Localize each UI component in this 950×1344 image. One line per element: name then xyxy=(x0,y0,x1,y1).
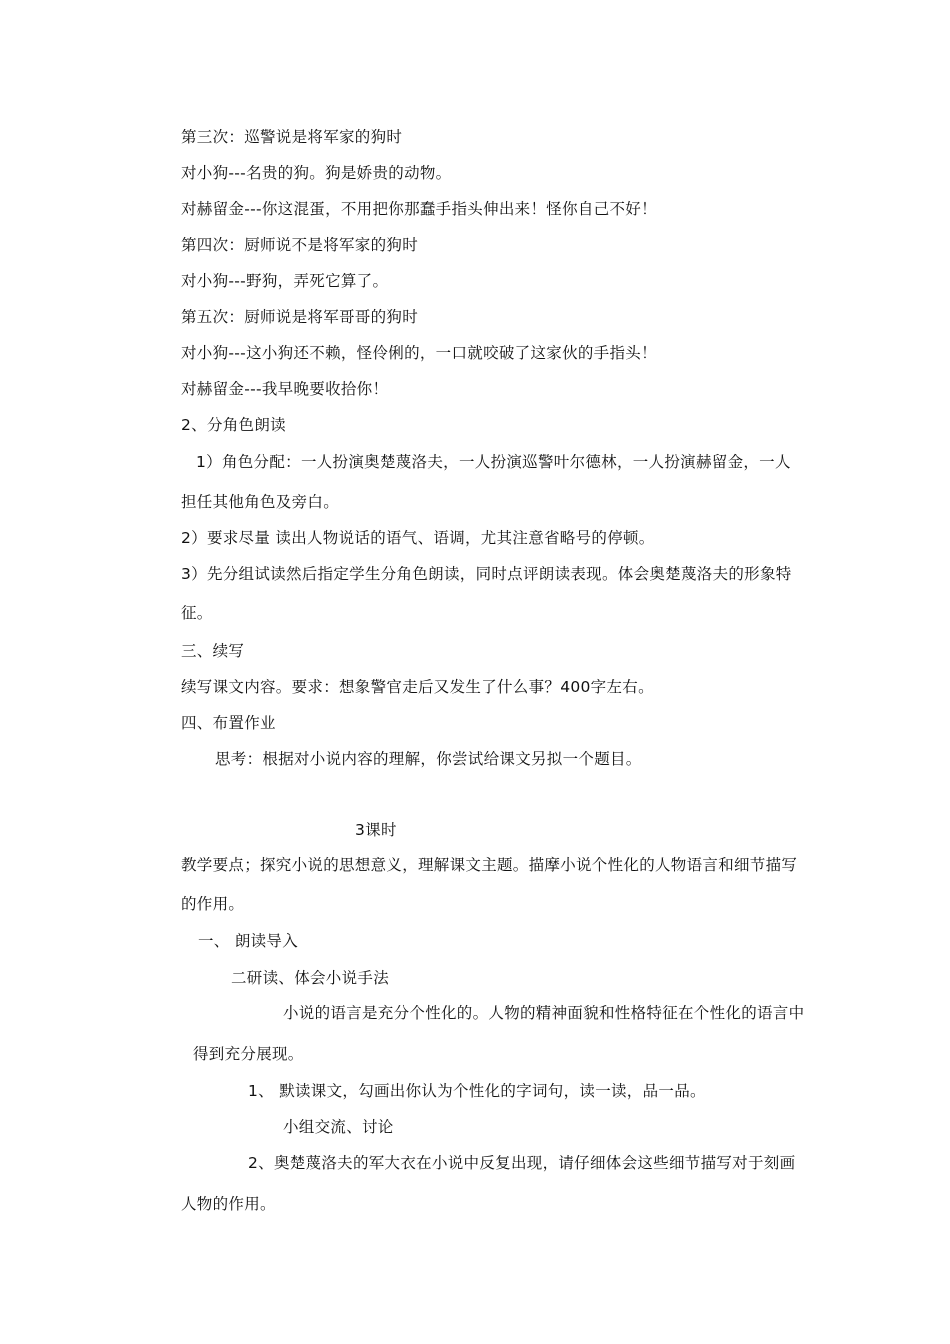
text-line: 小组交流、讨论 xyxy=(283,1118,394,1136)
text-line: 对小狗---名贵的狗。狗是娇贵的动物。 xyxy=(181,164,452,182)
text-line: 担任其他角色及旁白。 xyxy=(181,493,340,511)
lesson-title: 3课时 xyxy=(355,821,397,839)
text-line: 对赫留金---我早晚要收拾你！ xyxy=(181,380,389,398)
text-line: 1）角色分配：一人扮演奥楚蔑洛夫，一人扮演巡警叶尔德林，一人扮演赫留金，一人 xyxy=(196,453,791,471)
text-line: 第五次：厨师说是将军哥哥的狗时 xyxy=(181,308,419,326)
text-line: 对小狗---野狗，弄死它算了。 xyxy=(181,272,389,290)
section-heading: 三、续写 xyxy=(181,642,245,660)
text-line: 2、奥楚蔑洛夫的军大衣在小说中反复出现，请仔细体会这些细节描写对于刻画 xyxy=(248,1154,796,1172)
section-heading: 一、 朗读导入 xyxy=(198,932,299,950)
text-line: 第三次：巡警说是将军家的狗时 xyxy=(181,128,403,146)
text-line: 2）要求尽量 读出人物说话的语气、语调，尤其注意省略号的停顿。 xyxy=(181,529,655,547)
text-line: 第四次：厨师说不是将军家的狗时 xyxy=(181,236,419,254)
text-line: 1、 默读课文，勾画出你认为个性化的字词句，读一读，品一品。 xyxy=(248,1082,706,1100)
text-line: 对小狗---这小狗还不赖，怪伶俐的，一口就咬破了这家伙的手指头！ xyxy=(181,344,657,362)
text-line: 对赫留金---你这混蛋，不用把你那蠢手指头伸出来！怪你自己不好！ xyxy=(181,200,657,218)
text-line: 续写课文内容。要求：想象警官走后又发生了什么事？400字左右。 xyxy=(181,678,654,696)
text-line: 教学要点；探究小说的思想意义，理解课文主题。描摩小说个性化的人物语言和细节描写 xyxy=(181,856,798,874)
section-heading: 二研读、体会小说手法 xyxy=(231,969,390,987)
text-line: 的作用。 xyxy=(181,895,245,913)
text-line: 3）先分组试读然后指定学生分角色朗读，同时点评朗读表现。体会奥楚蔑洛夫的形象特 xyxy=(181,565,792,583)
text-line: 思考：根据对小说内容的理解，你尝试给课文另拟一个题目。 xyxy=(215,750,642,768)
text-line: 小说的语言是充分个性化的。人物的精神面貌和性格特征在个性化的语言中 xyxy=(283,1004,805,1022)
text-line: 征。 xyxy=(181,604,213,622)
section-heading: 2、分角色朗读 xyxy=(181,416,286,434)
section-heading: 四、布置作业 xyxy=(181,714,276,732)
text-line: 得到充分展现。 xyxy=(193,1045,304,1063)
text-line: 人物的作用。 xyxy=(181,1195,276,1213)
